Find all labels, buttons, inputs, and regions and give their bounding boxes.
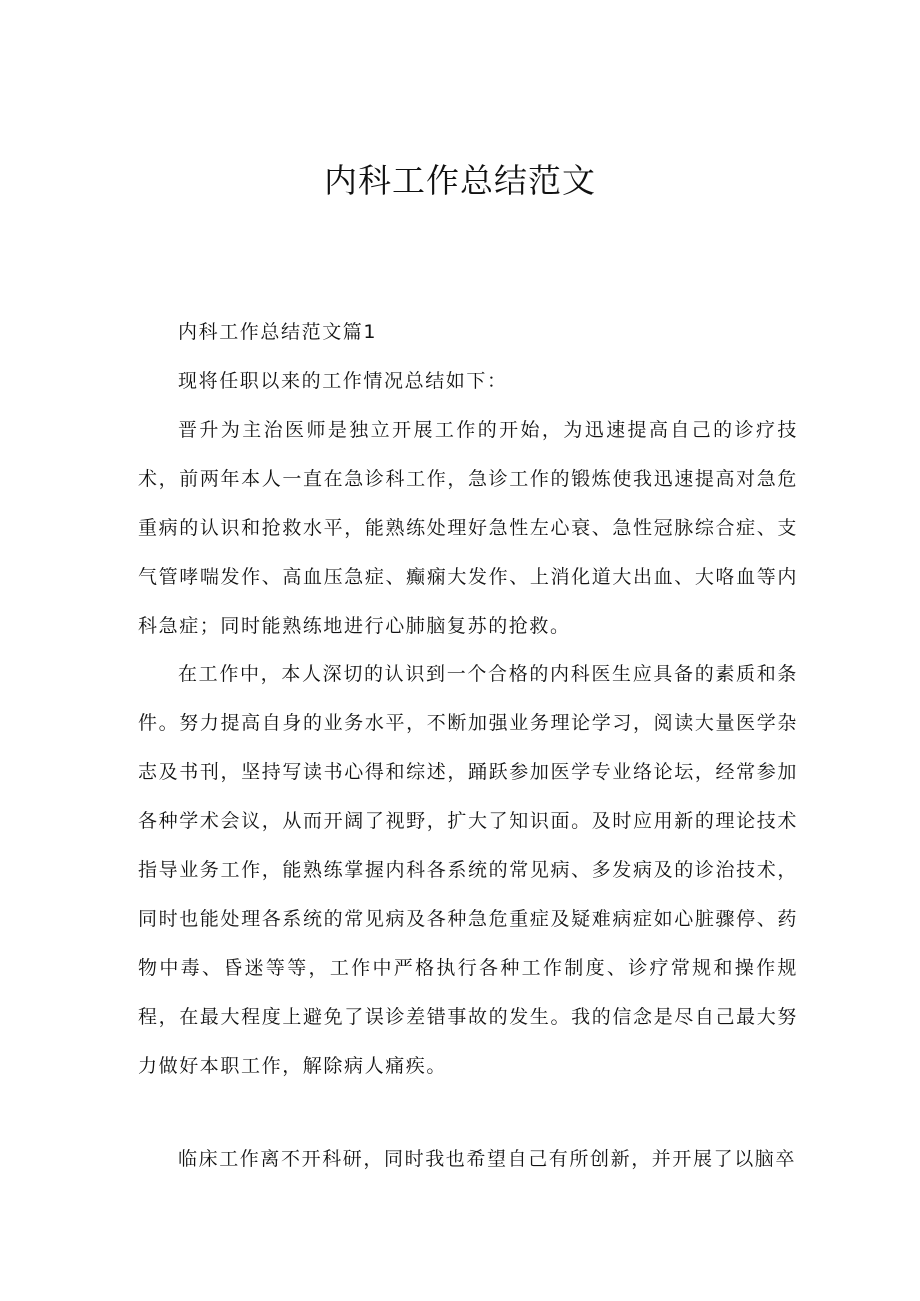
body-paragraph-3: 临床工作离不开科研，同时我也希望自己有所创新，并开展了以脑卒 bbox=[178, 1148, 797, 1170]
section-heading: 内科工作总结范文篇1 bbox=[178, 321, 378, 343]
body-paragraph-1: 晋升为主治医师是独立开展工作的开始，为迅速提高自己的诊疗技术，前两年本人一直在急诊科工作，急诊工作的锻炼使我迅速提高对急危重病的认识和抢救水平，能熟练处理好急性左心衰、急性冠脉综合症、支气管哮喘发作、高血压急症、癫痫大发作、上消化道大出血、大咯血等内科急症；同时能熟练地进行心肺脑复苏的抢救。 bbox=[138, 419, 798, 637]
intro-paragraph: 现将任职以来的工作情况总结如下： bbox=[178, 370, 508, 392]
body-paragraph-2: 在工作中，本人深切的认识到一个合格的内科医生应具备的素质和条件。努力提高自身的业务水平，不断加强业务理论学习，阅读大量医学杂志及书刊，坚持写读书心得和综述，踊跃参加医学专业络论坛，经常参加各种学术会议，从而开阔了视野，扩大了知识面。及时应用新的理论技术指导业务工作，能熟练掌握内科各系统的常见病、多发病及的诊治技术，同时也能处理各系统的常见病及各种急危重症及疑难病症如心脏骤停、药物中毒、昏迷等等，工作中严格执行各种工作制度、诊疗常规和操作规程，在最大程度上避免了误诊差错事故的发生。我的信念是尽自己最大努力做好本职工作，解除病人痛疾。 bbox=[138, 663, 798, 1077]
document-title: 内科工作总结范文 bbox=[324, 161, 596, 200]
